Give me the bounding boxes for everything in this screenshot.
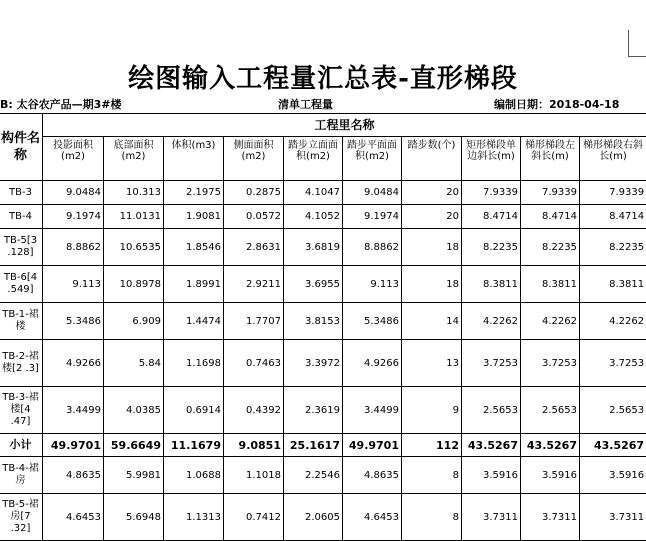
- value-cell: 8: [402, 494, 462, 541]
- value-cell: 5.3486: [343, 303, 402, 340]
- value-cell: 3.7311: [580, 494, 646, 541]
- component-name-cell: TB-4: [0, 205, 43, 229]
- value-cell: 10.8978: [104, 266, 164, 303]
- value-cell: 10.6535: [104, 229, 164, 266]
- value-cell: 4.9266: [343, 340, 402, 387]
- value-cell: 43.5267: [521, 434, 580, 457]
- value-cell: 8.8862: [343, 229, 402, 266]
- component-name-cell: TB-5-裙房[7 .32]: [0, 494, 43, 541]
- value-cell: 8.4714: [580, 205, 646, 229]
- center-label: 清单工程量: [278, 96, 333, 112]
- value-cell: 9.113: [343, 266, 402, 303]
- page-break-marker: [628, 30, 646, 57]
- value-cell: 59.6649: [104, 434, 164, 457]
- value-cell: 0.4392: [224, 387, 284, 434]
- component-name-cell: TB-1-裙楼: [0, 303, 43, 340]
- date-label: 编制日期：2018-04-18: [494, 96, 619, 112]
- component-name-cell: TB-3-裙楼[4 .47]: [0, 387, 43, 434]
- column-header: 投影面积(m2): [43, 137, 104, 181]
- value-cell: 9.0484: [43, 181, 104, 205]
- value-cell: 5.6948: [104, 494, 164, 541]
- value-cell: 1.0688: [164, 457, 224, 494]
- value-cell: 18: [402, 229, 462, 266]
- component-name-cell: TB-4-裙房: [0, 457, 43, 494]
- value-cell: 9: [402, 387, 462, 434]
- value-cell: 3.8153: [284, 303, 343, 340]
- value-cell: 18: [402, 266, 462, 303]
- component-name-header: 构件名称: [0, 114, 43, 181]
- value-cell: 0.7412: [224, 494, 284, 541]
- value-cell: 2.2546: [284, 457, 343, 494]
- value-cell: 4.2262: [580, 303, 646, 340]
- component-name-cell: TB-5[3 .128]: [0, 229, 43, 266]
- value-cell: 4.8635: [343, 457, 402, 494]
- value-cell: 25.1617: [284, 434, 343, 457]
- value-cell: 11.1679: [164, 434, 224, 457]
- column-header: 底部面积(m2): [104, 137, 164, 181]
- value-cell: 3.6955: [284, 266, 343, 303]
- value-cell: 7.9339: [521, 181, 580, 205]
- value-cell: 49.9701: [343, 434, 402, 457]
- value-cell: 3.6819: [284, 229, 343, 266]
- value-cell: 4.8635: [43, 457, 104, 494]
- value-cell: 8.3811: [521, 266, 580, 303]
- column-header: 踏步数(个): [402, 137, 462, 181]
- column-header: 梯形梯段右斜长(m): [580, 137, 646, 181]
- value-cell: 2.5653: [580, 387, 646, 434]
- project-label: B: 太谷农产品—期3#楼: [0, 96, 121, 112]
- value-cell: 0.7463: [224, 340, 284, 387]
- value-cell: 9.113: [43, 266, 104, 303]
- value-cell: 112: [402, 434, 462, 457]
- value-cell: 1.7707: [224, 303, 284, 340]
- value-cell: 3.5916: [462, 457, 521, 494]
- value-cell: 5.3486: [43, 303, 104, 340]
- value-cell: 1.1018: [224, 457, 284, 494]
- table-row: [0, 340, 646, 387]
- value-cell: 13: [402, 340, 462, 387]
- value-cell: 8.2235: [580, 229, 646, 266]
- value-cell: 1.8546: [164, 229, 224, 266]
- value-cell: 2.9211: [224, 266, 284, 303]
- value-cell: 8.3811: [462, 266, 521, 303]
- value-cell: 4.2262: [462, 303, 521, 340]
- value-cell: 9.1974: [343, 205, 402, 229]
- table-row: [0, 181, 646, 205]
- value-cell: 1.1313: [164, 494, 224, 541]
- value-cell: 3.7311: [462, 494, 521, 541]
- value-cell: 4.1047: [284, 181, 343, 205]
- table-row: [0, 387, 646, 434]
- value-cell: 10.313: [104, 181, 164, 205]
- value-cell: 2.3619: [284, 387, 343, 434]
- table-row: [0, 229, 646, 266]
- value-cell: 3.7311: [521, 494, 580, 541]
- value-cell: 3.5916: [580, 457, 646, 494]
- value-cell: 0.6914: [164, 387, 224, 434]
- value-cell: 7.9339: [462, 181, 521, 205]
- value-cell: 49.9701: [43, 434, 104, 457]
- quantity-group-header: 工程里名称: [43, 114, 646, 137]
- value-cell: 8.2235: [521, 229, 580, 266]
- value-cell: 8.3811: [580, 266, 646, 303]
- component-name-cell: TB-6[4 .549]: [0, 266, 43, 303]
- value-cell: 14: [402, 303, 462, 340]
- table-row: [0, 457, 646, 494]
- value-cell: 4.6453: [43, 494, 104, 541]
- table-row: [0, 494, 646, 541]
- value-cell: 3.7253: [521, 340, 580, 387]
- subtotal-row: [0, 434, 646, 457]
- value-cell: 1.4474: [164, 303, 224, 340]
- value-cell: 6.909: [104, 303, 164, 340]
- value-cell: 1.8991: [164, 266, 224, 303]
- value-cell: 4.2262: [521, 303, 580, 340]
- component-name-cell: TB-2-裙楼[2 .3]: [0, 340, 43, 387]
- table-row: [0, 303, 646, 340]
- table-row: [0, 205, 646, 229]
- value-cell: 3.4499: [343, 387, 402, 434]
- value-cell: 3.7253: [462, 340, 521, 387]
- value-cell: 4.6453: [343, 494, 402, 541]
- value-cell: 2.8631: [224, 229, 284, 266]
- value-cell: 9.1974: [43, 205, 104, 229]
- column-header: 侧面面积(m2): [224, 137, 284, 181]
- report-title: 绘图输入工程量汇总表-直形梯段: [0, 58, 646, 95]
- value-cell: 4.1052: [284, 205, 343, 229]
- table-row: [0, 266, 646, 303]
- value-cell: 8: [402, 457, 462, 494]
- value-cell: 0.0572: [224, 205, 284, 229]
- value-cell: 1.9081: [164, 205, 224, 229]
- column-header: 踏步立面面积(m2): [284, 137, 343, 181]
- column-header: 梯形梯段左斜长(m): [521, 137, 580, 181]
- column-header: 矩形梯段单边斜长(m): [462, 137, 521, 181]
- value-cell: 5.84: [104, 340, 164, 387]
- value-cell: 9.0851: [224, 434, 284, 457]
- component-name-cell: 小计: [0, 434, 43, 457]
- value-cell: 8.4714: [462, 205, 521, 229]
- value-cell: 20: [402, 181, 462, 205]
- value-cell: 4.0385: [104, 387, 164, 434]
- column-header: 踏步平面面积(m2): [343, 137, 402, 181]
- quantity-summary-table: [0, 113, 646, 541]
- value-cell: 2.1975: [164, 181, 224, 205]
- value-cell: 11.0131: [104, 205, 164, 229]
- value-cell: 2.5653: [521, 387, 580, 434]
- value-cell: 7.9339: [580, 181, 646, 205]
- value-cell: 43.5267: [462, 434, 521, 457]
- column-header: 体积(m3): [164, 137, 224, 181]
- value-cell: 8.4714: [521, 205, 580, 229]
- value-cell: 3.5916: [521, 457, 580, 494]
- value-cell: 4.9266: [43, 340, 104, 387]
- value-cell: 5.9981: [104, 457, 164, 494]
- value-cell: 8.8862: [43, 229, 104, 266]
- value-cell: 0.2875: [224, 181, 284, 205]
- value-cell: 3.3972: [284, 340, 343, 387]
- component-name-cell: TB-3: [0, 181, 43, 205]
- value-cell: 2.0605: [284, 494, 343, 541]
- value-cell: 3.7253: [580, 340, 646, 387]
- value-cell: 1.1698: [164, 340, 224, 387]
- value-cell: 2.5653: [462, 387, 521, 434]
- value-cell: 43.5267: [580, 434, 646, 457]
- value-cell: 8.2235: [462, 229, 521, 266]
- value-cell: 20: [402, 205, 462, 229]
- value-cell: 9.0484: [343, 181, 402, 205]
- value-cell: 3.4499: [43, 387, 104, 434]
